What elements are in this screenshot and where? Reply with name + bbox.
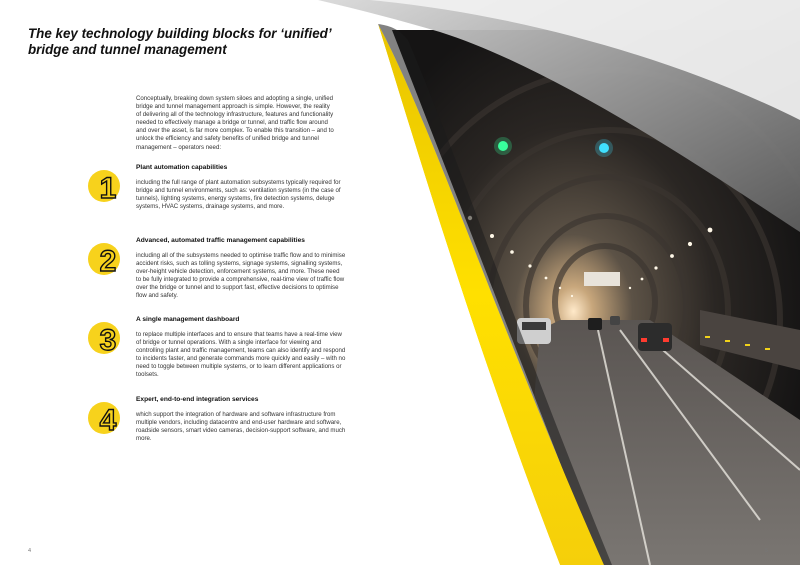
building-block-1-body: including the full range of plant automation subsystems typically required for bridge and tunnel environments, such as: ventilation systems (in the case of tunnels), lighting systems, energy systems, fire detection systems, deluge systems, HVAC systems, drainage systems, and more. <box>136 179 341 211</box>
number-badge-2 <box>86 238 126 278</box>
building-block-3-heading: A single management dashboard <box>136 316 240 323</box>
building-block-3-body: to replace multiple interfaces and to ensure that teams have a real-time view of bridge or tunnel operations. With a single interface for viewing and controlling plant and traffic management, teams can also identify and respond to incidents faster, and generate commands more quickly and easily – with no need to toggle between multiple systems, or to learn different applications or toolsets. <box>136 331 346 379</box>
building-block-2-heading: Advanced, automated traffic management capabilities <box>136 237 305 244</box>
number-badge-1-digit: 1 <box>99 172 117 205</box>
intro-paragraph: Conceptually, breaking down system siloes and adopting a single, unified bridge and tunnel management approach is simple. However, the reality of delivering all of the technology infrastructure, features and functionality needed to effectively manage a bridge or tunnel, and traffic flow around and over the asset, is far more complex. To enable this transition – and to unlock the efficiency and safety benefits of unified bridge and tunnel management – operators need: <box>136 95 334 151</box>
page-title <box>28 26 368 58</box>
page-title-line-2: bridge and tunnel management <box>28 42 227 57</box>
number-badge-2-digit: 2 <box>99 245 117 278</box>
number-badge-4 <box>86 397 126 437</box>
number-badge-1 <box>86 165 126 205</box>
number-badge-3 <box>86 317 126 357</box>
page-number-right: 5 <box>764 548 768 554</box>
page-number-left: 4 <box>28 548 32 554</box>
number-badge-4-digit: 4 <box>99 404 117 437</box>
building-block-1-heading: Plant automation capabilities <box>136 164 228 171</box>
building-block-2-body: including all of the subsystems needed to optimise traffic flow and to minimise accident risks, such as tolling systems, signage systems, signalling systems, over-height vehicle detection, enforcement systems, and more. These need to be fully integrated to provide a comprehensive, real-time view of traffic flow over the bridge or tunnel and to support fast, effective decisions to optimise flow and safety. <box>136 252 346 300</box>
building-block-4-heading: Expert, end-to-end integration services <box>136 396 259 403</box>
number-badge-3-digit: 3 <box>99 324 117 357</box>
building-block-4-body: which support the integration of hardware and software infrastructure from multiple vendors, including datacentre and end-user hardware and software, roadside sensors, smart video cameras, decision-support software, and much more. <box>136 411 346 443</box>
page-title-line-1: The key technology building blocks for ‘unified’ <box>28 26 332 41</box>
